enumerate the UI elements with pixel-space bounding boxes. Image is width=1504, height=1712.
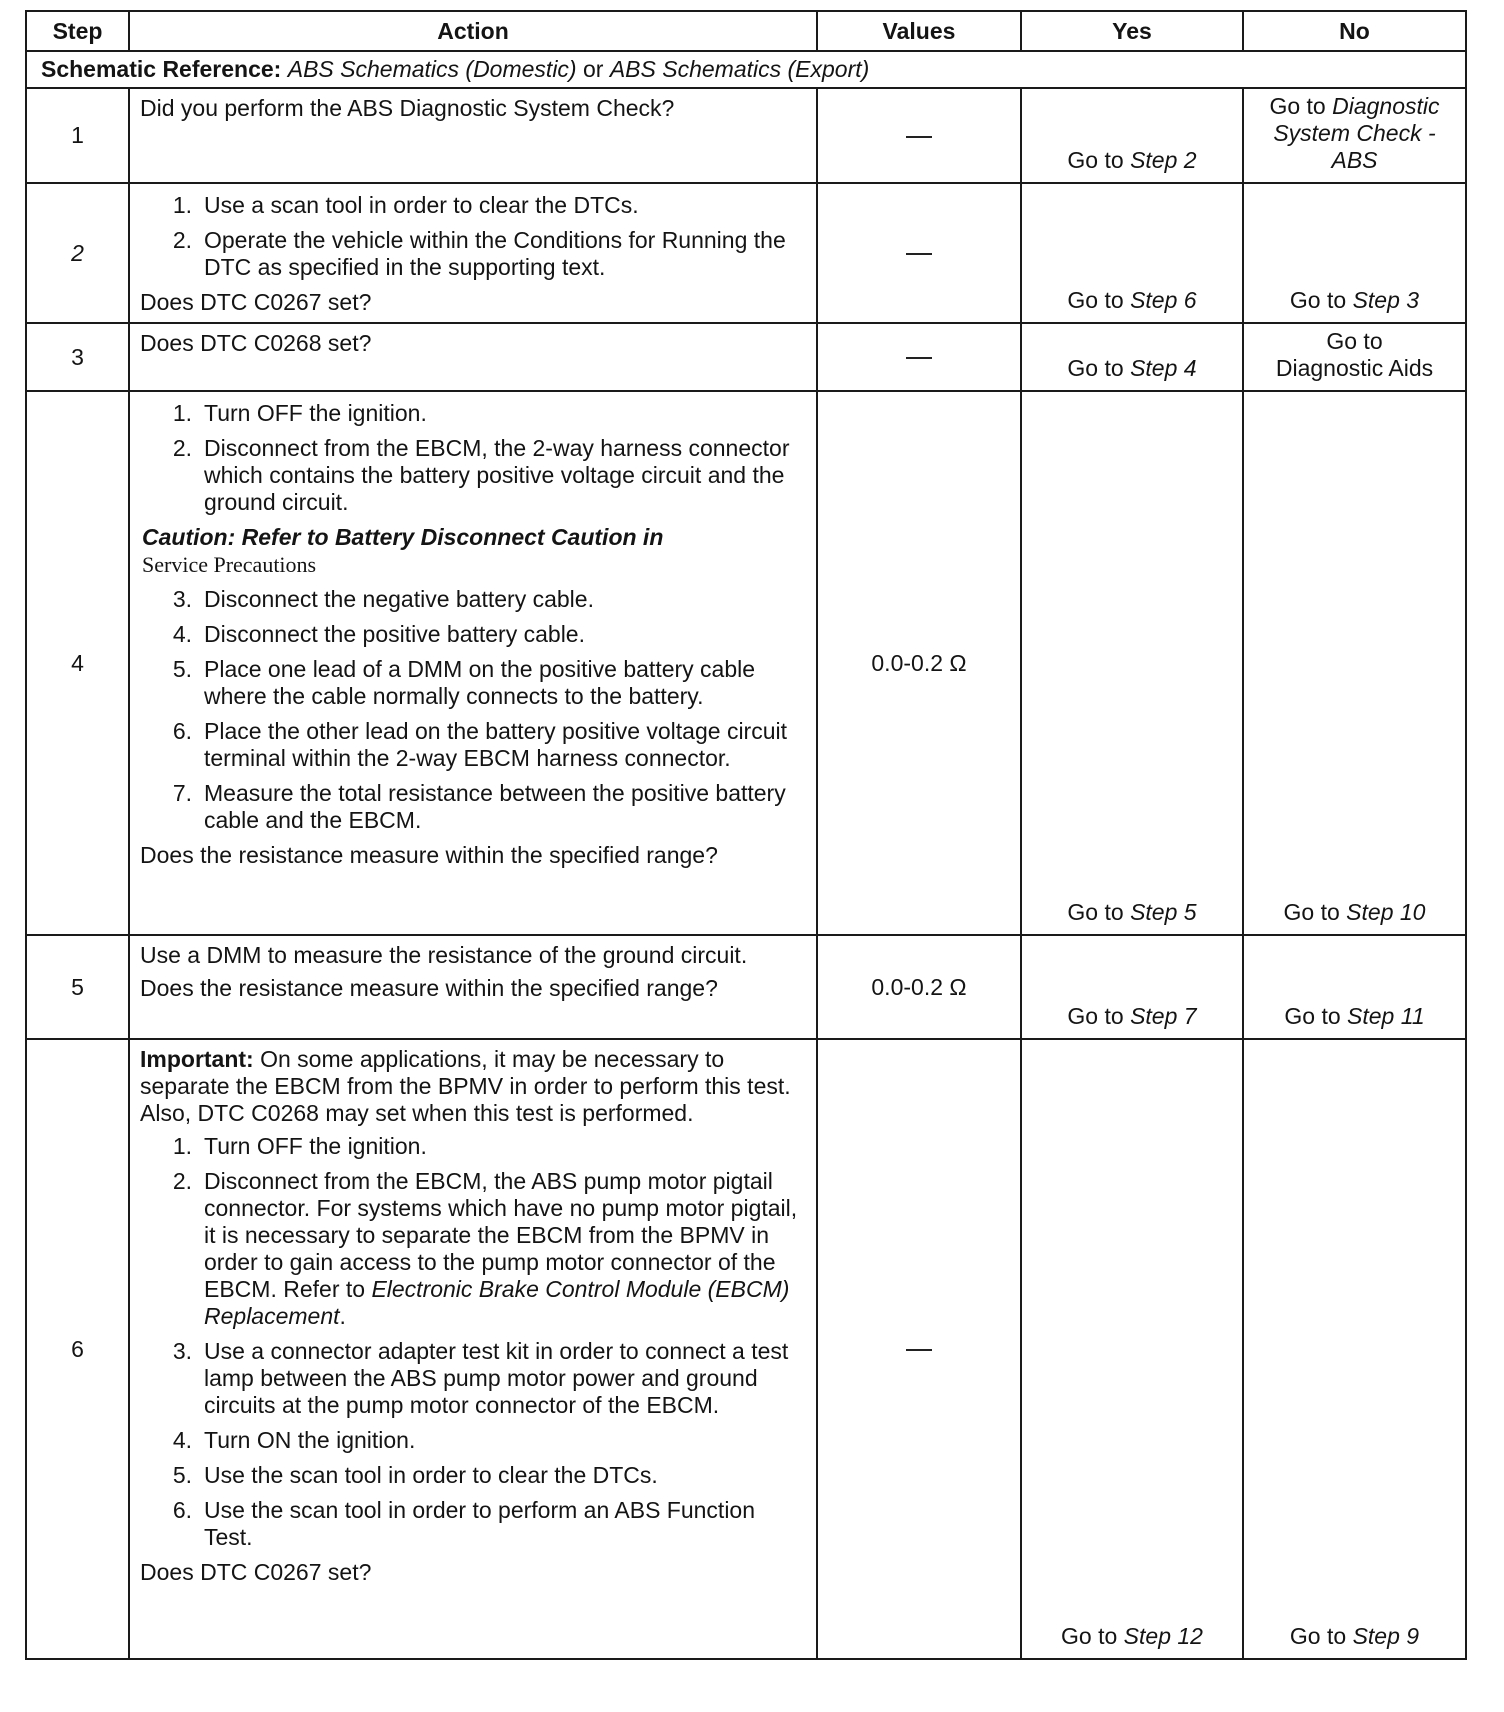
- values-cell: [817, 88, 1021, 183]
- yes-cell: Go to Step 6: [1021, 183, 1243, 323]
- step-number: 1: [26, 88, 129, 183]
- yes-cell: Go to Step 12: [1021, 1039, 1243, 1659]
- values-cell: [817, 183, 1021, 323]
- schematic-label: Schematic Reference:: [41, 56, 282, 82]
- yes-cell: Go to Step 7: [1021, 935, 1243, 1039]
- list-item: 1. Turn OFF the ignition.: [172, 400, 427, 426]
- list-item: 6. Place the other lead on the battery positive voltage circuit terminal within the 2-way EBCM harness connector.: [172, 718, 788, 771]
- list-item: 5. Use the scan tool in order to clear the DTCs.: [172, 1462, 658, 1488]
- no-goto-link[interactable]: Diagnostic Aids: [1275, 355, 1434, 381]
- step-row-1: [26, 88, 1466, 183]
- no-value-dash: [906, 357, 932, 359]
- yes-goto-link[interactable]: Step 12: [1123, 1623, 1203, 1649]
- list-item: 2. Disconnect from the EBCM, the ABS pump motor pigtail connector. For systems which have no pump motor pigtail, it is necessary to separate the EBCM from the BPMV in order to gain access to the pump motor connector of the EBCM. Refer to Electronic Brake Control Module (EBCM) Replacement.: [172, 1168, 798, 1329]
- step-number: 2: [26, 183, 129, 323]
- no-cell: [1243, 323, 1466, 391]
- no-goto-link[interactable]: Step 3: [1352, 287, 1420, 313]
- procedure-list: [140, 586, 806, 834]
- question-text: Does the resistance measure within the specified range?: [140, 842, 718, 868]
- step-row-3: [26, 323, 1466, 391]
- no-value-dash: [906, 1349, 932, 1351]
- caution-note: Caution: Refer to Battery Disconnect Caution in: [142, 524, 664, 550]
- step-number: 3: [26, 323, 129, 391]
- list-item: 3. Disconnect the negative battery cable.: [172, 586, 594, 612]
- question-text: Does DTC C0267 set?: [140, 289, 372, 315]
- values-cell: [817, 1039, 1021, 1659]
- no-cell: [1243, 88, 1466, 183]
- header-no: No: [1243, 11, 1466, 51]
- list-item: 6. Use the scan tool in order to perform an ABS Function Test.: [172, 1497, 756, 1550]
- list-item: 2. Operate the vehicle within the Conditions for Running the DTC as specified in the supporting text.: [172, 227, 786, 280]
- yes-cell: Go to Step 4: [1021, 323, 1243, 391]
- procedure-list: [140, 192, 806, 281]
- header-action: Action: [129, 11, 817, 51]
- schematic-row: [26, 51, 1466, 88]
- list-item: 4. Disconnect the positive battery cable.: [172, 621, 585, 647]
- no-goto-link[interactable]: Step 10: [1346, 899, 1426, 925]
- schematic-ref-export[interactable]: ABS Schematics (Export): [609, 56, 870, 82]
- step-number: 4: [26, 391, 129, 935]
- important-note: [140, 1046, 806, 1127]
- list-item: 1. Turn OFF the ignition.: [172, 1133, 427, 1159]
- question-text: Does the resistance measure within the specified range?: [140, 975, 718, 1001]
- step-row-2: [26, 183, 1466, 323]
- question-text: Did you perform the ABS Diagnostic System Check?: [140, 95, 675, 121]
- important-text: On some applications, it may be necessary to separate the EBCM from the BPMV in order to perform this test. Also, DTC C0268 may set when this test is performed.: [140, 1046, 791, 1126]
- diagnostic-page: [25, 10, 1467, 1660]
- schematic-reference: [26, 51, 1466, 88]
- step-row-5: [26, 935, 1466, 1039]
- schematic-ref-domestic[interactable]: ABS Schematics (Domestic): [287, 56, 577, 82]
- no-value-dash: [906, 136, 932, 138]
- schematic-or: or: [576, 56, 610, 82]
- action-cell: [129, 323, 817, 391]
- list-item: 5. Place one lead of a DMM on the positive battery cable where the cable normally connects to the battery.: [172, 656, 756, 709]
- values-cell: [817, 323, 1021, 391]
- procedure-list: [140, 1133, 806, 1551]
- no-cell: Go to Step 11: [1243, 935, 1466, 1039]
- no-value-dash: [906, 253, 932, 255]
- no-goto-link[interactable]: Step 11: [1347, 1003, 1425, 1029]
- header-row: [26, 11, 1466, 51]
- yes-goto-link[interactable]: Step 2: [1130, 147, 1197, 173]
- goto-text: Go to: [1326, 328, 1383, 354]
- no-goto-link[interactable]: Diagnostic System Check - ABS: [1273, 93, 1440, 173]
- yes-goto-link[interactable]: Step 7: [1130, 1003, 1197, 1029]
- no-cell: Go to Step 3: [1243, 183, 1466, 323]
- values-cell: 0.0-0.2 Ω: [817, 935, 1021, 1039]
- caution-reference-link[interactable]: Service Precautions: [142, 552, 317, 577]
- ebcm-replacement-link[interactable]: Electronic Brake Control Module (EBCM) Replacement: [204, 1276, 790, 1329]
- list-item: 2. Disconnect from the EBCM, the 2-way harness connector which contains the battery positive voltage circuit and the ground circuit.: [172, 435, 790, 515]
- question-text: Does DTC C0268 set?: [140, 330, 372, 356]
- header-yes: Yes: [1021, 11, 1243, 51]
- no-goto-link[interactable]: Step 9: [1352, 1623, 1420, 1649]
- no-cell: Go to Step 9: [1243, 1039, 1466, 1659]
- yes-goto-link[interactable]: Step 5: [1130, 899, 1197, 925]
- action-cell: [129, 1039, 817, 1659]
- list-item: 4. Turn ON the ignition.: [172, 1427, 416, 1453]
- goto-text: Go to: [1067, 147, 1131, 173]
- list-item: 7. Measure the total resistance between the positive battery cable and the EBCM.: [172, 780, 786, 833]
- action-cell: [129, 391, 817, 935]
- yes-cell: Go to Step 5: [1021, 391, 1243, 935]
- diagnostic-table: [25, 10, 1467, 1660]
- important-label: Important:: [140, 1046, 254, 1072]
- yes-cell: [1021, 88, 1243, 183]
- question-text: Does DTC C0267 set?: [140, 1559, 372, 1585]
- yes-goto-link[interactable]: Step 4: [1130, 355, 1197, 381]
- list-item: 3. Use a connector adapter test kit in order to connect a test lamp between the ABS pump motor power and ground circuits at the pump motor connector of the EBCM.: [172, 1338, 789, 1418]
- list-item: 1. Use a scan tool in order to clear the DTCs.: [172, 192, 639, 218]
- step-number: 5: [26, 935, 129, 1039]
- values-cell: 0.0-0.2 Ω: [817, 391, 1021, 935]
- action-cell: [129, 935, 817, 1039]
- step-row-4: [26, 391, 1466, 935]
- header-step: Step: [26, 11, 129, 51]
- action-cell: [129, 183, 817, 323]
- no-cell: Go to Step 10: [1243, 391, 1466, 935]
- action-cell: [129, 88, 817, 183]
- procedure-list: [140, 400, 806, 516]
- step-number: 6: [26, 1039, 129, 1659]
- header-values: Values: [817, 11, 1021, 51]
- step-row-6: [26, 1039, 1466, 1659]
- instruction-text: Use a DMM to measure the resistance of the ground circuit.: [140, 942, 748, 968]
- yes-goto-link[interactable]: Step 6: [1130, 287, 1197, 313]
- goto-text: Go to: [1269, 93, 1333, 119]
